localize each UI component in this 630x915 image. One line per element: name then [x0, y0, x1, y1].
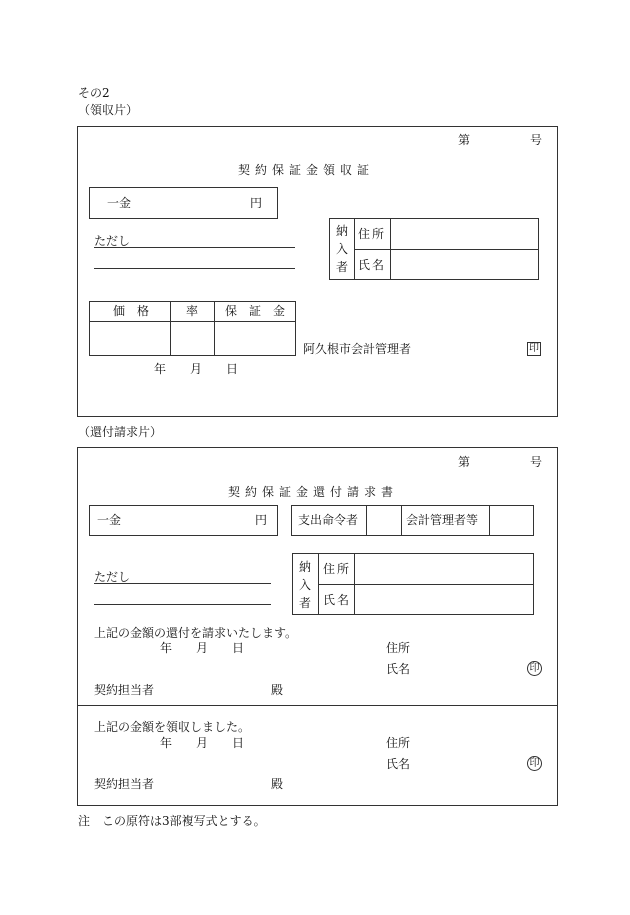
refund-part-label: （還付請求片） — [78, 425, 163, 439]
receipt-go: 号 — [530, 133, 543, 147]
refund-claimant-seal-icon: 印 — [527, 661, 542, 676]
footnote: 注 この原符は3部複写式とする。 — [78, 814, 266, 828]
refund-go: 号 — [530, 455, 543, 469]
receipt-dai: 第 — [458, 133, 471, 147]
receipt-tadashi-line-2 — [94, 268, 295, 269]
refund-ikkin: 一金 — [97, 513, 122, 527]
refund-payer-divider-h — [318, 584, 534, 585]
receipt-payer-label: 納入者 — [335, 224, 348, 274]
refund-approval-col3 — [489, 505, 490, 536]
refund-approval-col1 — [366, 505, 367, 536]
refund-tadashi-line-1 — [94, 583, 271, 584]
receipt-header-deposit: 保 証 金 — [225, 304, 286, 318]
refund-approval-col2 — [401, 505, 402, 536]
receipt-address-label: 住所 — [358, 227, 387, 241]
receipt-payer-divider-h — [354, 249, 539, 250]
refund-dono-2: 殿 — [271, 777, 284, 791]
refund-tadashi: ただし — [94, 570, 131, 584]
form-number: その2 — [78, 86, 110, 100]
refund-officer-2: 契約担当者 — [94, 777, 155, 791]
refund-dono: 殿 — [271, 683, 284, 697]
receipt-header-price: 価 格 — [113, 304, 150, 318]
refund-claimant-address: 住所 — [386, 641, 411, 655]
receipt-header-rate: 率 — [186, 304, 199, 318]
refund-shishutsu-label: 支出命令者 — [298, 513, 359, 527]
receipt-name-label: 氏名 — [358, 258, 387, 272]
receipt-title: 契約保証金領収証 — [238, 163, 375, 177]
refund-officer: 契約担当者 — [94, 683, 155, 697]
refund-name-label: 氏名 — [323, 593, 352, 607]
refund-kaikei-label: 会計管理者等 — [406, 513, 479, 527]
refund-address-label: 住所 — [323, 562, 352, 576]
refund-receiver-seal-icon: 印 — [527, 756, 542, 771]
receipt-date: 年 月 日 — [154, 362, 239, 376]
refund-inner-divider — [77, 705, 558, 706]
receipt-price-table-col1 — [170, 301, 171, 356]
receipt-official: 阿久根市会計管理者 — [303, 342, 412, 356]
refund-tadashi-line-2 — [94, 604, 271, 605]
receipt-part-label: （領収片） — [78, 103, 139, 117]
refund-receiver-name: 氏名 — [386, 757, 411, 771]
refund-title: 契約保証金還付請求書 — [228, 485, 399, 499]
refund-yen: 円 — [255, 513, 268, 527]
refund-dai: 第 — [458, 455, 471, 469]
receipt-price-table-col2 — [214, 301, 215, 356]
refund-received-date: 年 月 日 — [160, 736, 245, 750]
receipt-price-table-header-line — [89, 321, 296, 322]
receipt-yen: 円 — [250, 196, 263, 210]
receipt-tadashi: ただし — [94, 234, 131, 248]
receipt-seal-icon: 印 — [529, 343, 539, 354]
refund-request-text: 上記の金額の還付を請求いたします。 — [94, 626, 298, 640]
refund-claimant-name: 氏名 — [386, 662, 411, 676]
receipt-ikkin: 一金 — [107, 196, 132, 210]
refund-request-date: 年 月 日 — [160, 641, 245, 655]
refund-received-text: 上記の金額を領収しました。 — [94, 720, 251, 734]
receipt-tadashi-line-1 — [94, 247, 295, 248]
refund-receiver-address: 住所 — [386, 736, 411, 750]
refund-payer-label: 納入者 — [298, 560, 311, 610]
